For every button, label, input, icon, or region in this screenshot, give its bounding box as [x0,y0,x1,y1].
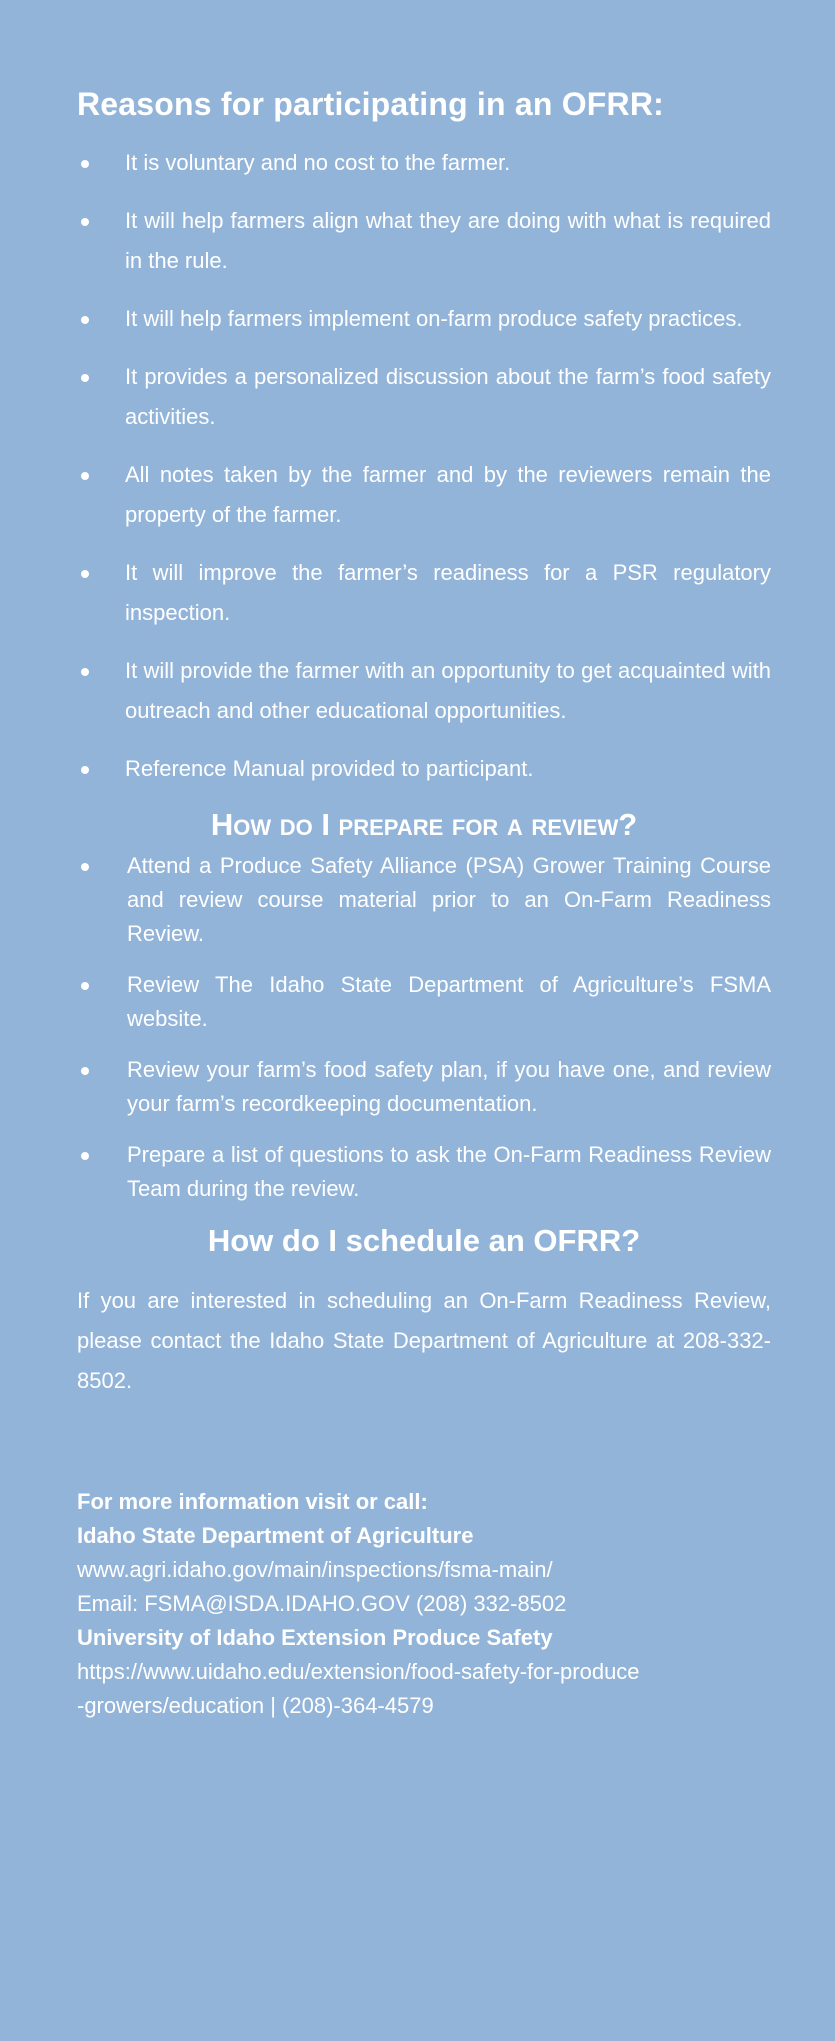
list-item [77,968,771,1036]
reasons-title: Reasons for participating in an OFRR: [77,86,665,122]
bullet-icon [81,863,89,871]
reasons-list [77,143,771,789]
list-item-text: Attend a Produce Safety Alliance (PSA) Grower Training Course and review course material prior to an On-Farm Readiness Review. [127,853,771,946]
uidaho-website-link-continued[interactable]: -growers/education | (208)-364-4579 [77,1693,434,1718]
uidaho-website-link[interactable]: https://www.uidaho.edu/extension/food-safety-for-produce [77,1659,640,1684]
schedule-text: If you are interested in scheduling an On-Farm Readiness Review, please contact the Idaho State Department of Agriculture at 208-332-8502. [77,1288,771,1393]
list-item [77,201,771,281]
list-item [77,357,771,437]
list-item [77,849,771,951]
list-item-text: It will help farmers implement on-farm produce safety practices. [125,306,743,331]
list-item [77,299,771,339]
list-item [77,749,771,789]
bullet-icon [81,570,89,578]
bullet-icon [81,668,89,676]
prepare-heading: How do I prepare for a review? [210,807,638,842]
contact-heading: For more information visit or call: [77,1489,428,1514]
list-item-text: All notes taken by the farmer and by the reviewers remain the property of the farmer. [125,462,771,527]
bullet-icon [81,316,89,324]
schedule-heading: How do I schedule an OFRR? [207,1223,641,1258]
list-item-text: Review your farm’s food safety plan, if you have one, and review your farm’s recordkeeping documentation. [127,1057,771,1116]
bullet-icon [81,160,89,168]
bullet-icon [81,218,89,226]
list-item [77,553,771,633]
list-item-text: It will provide the farmer with an opportunity to get acquainted with outreach and other educational opportunities. [125,658,771,723]
bullet-icon [81,374,89,382]
list-item [77,651,771,731]
bullet-icon [81,472,89,480]
bullet-icon [81,1067,89,1075]
list-item-text: It provides a personalized discussion about the farm’s food safety activities. [125,364,771,429]
list-item-text: Prepare a list of questions to ask the On-Farm Readiness Review Team during the review. [127,1142,771,1201]
bullet-icon [81,1152,89,1160]
prepare-list [77,849,771,1206]
list-item-text: Reference Manual provided to participant. [125,756,534,781]
isda-name: Idaho State Department of Agriculture [77,1523,474,1548]
list-item-text: Review The Idaho State Department of Agriculture’s FSMA website. [127,972,771,1031]
bullet-icon [81,766,89,774]
list-item-text: It will improve the farmer’s readiness for a PSR regulatory inspection. [125,560,771,625]
isda-email-phone[interactable]: Email: FSMA@ISDA.IDAHO.GOV (208) 332-8502 [77,1591,567,1616]
list-item [77,455,771,535]
list-item-text: It will help farmers align what they are doing with what is required in the rule. [125,208,771,273]
list-item-text: It is voluntary and no cost to the farmer. [125,150,511,175]
uidaho-name: University of Idaho Extension Produce Safety [77,1625,553,1650]
isda-website-link[interactable]: www.agri.idaho.gov/main/inspections/fsma-main/ [77,1557,553,1582]
contact-block [77,1485,771,1723]
list-item [77,1053,771,1121]
list-item [77,1138,771,1206]
list-item [77,143,771,183]
bullet-icon [81,982,89,990]
